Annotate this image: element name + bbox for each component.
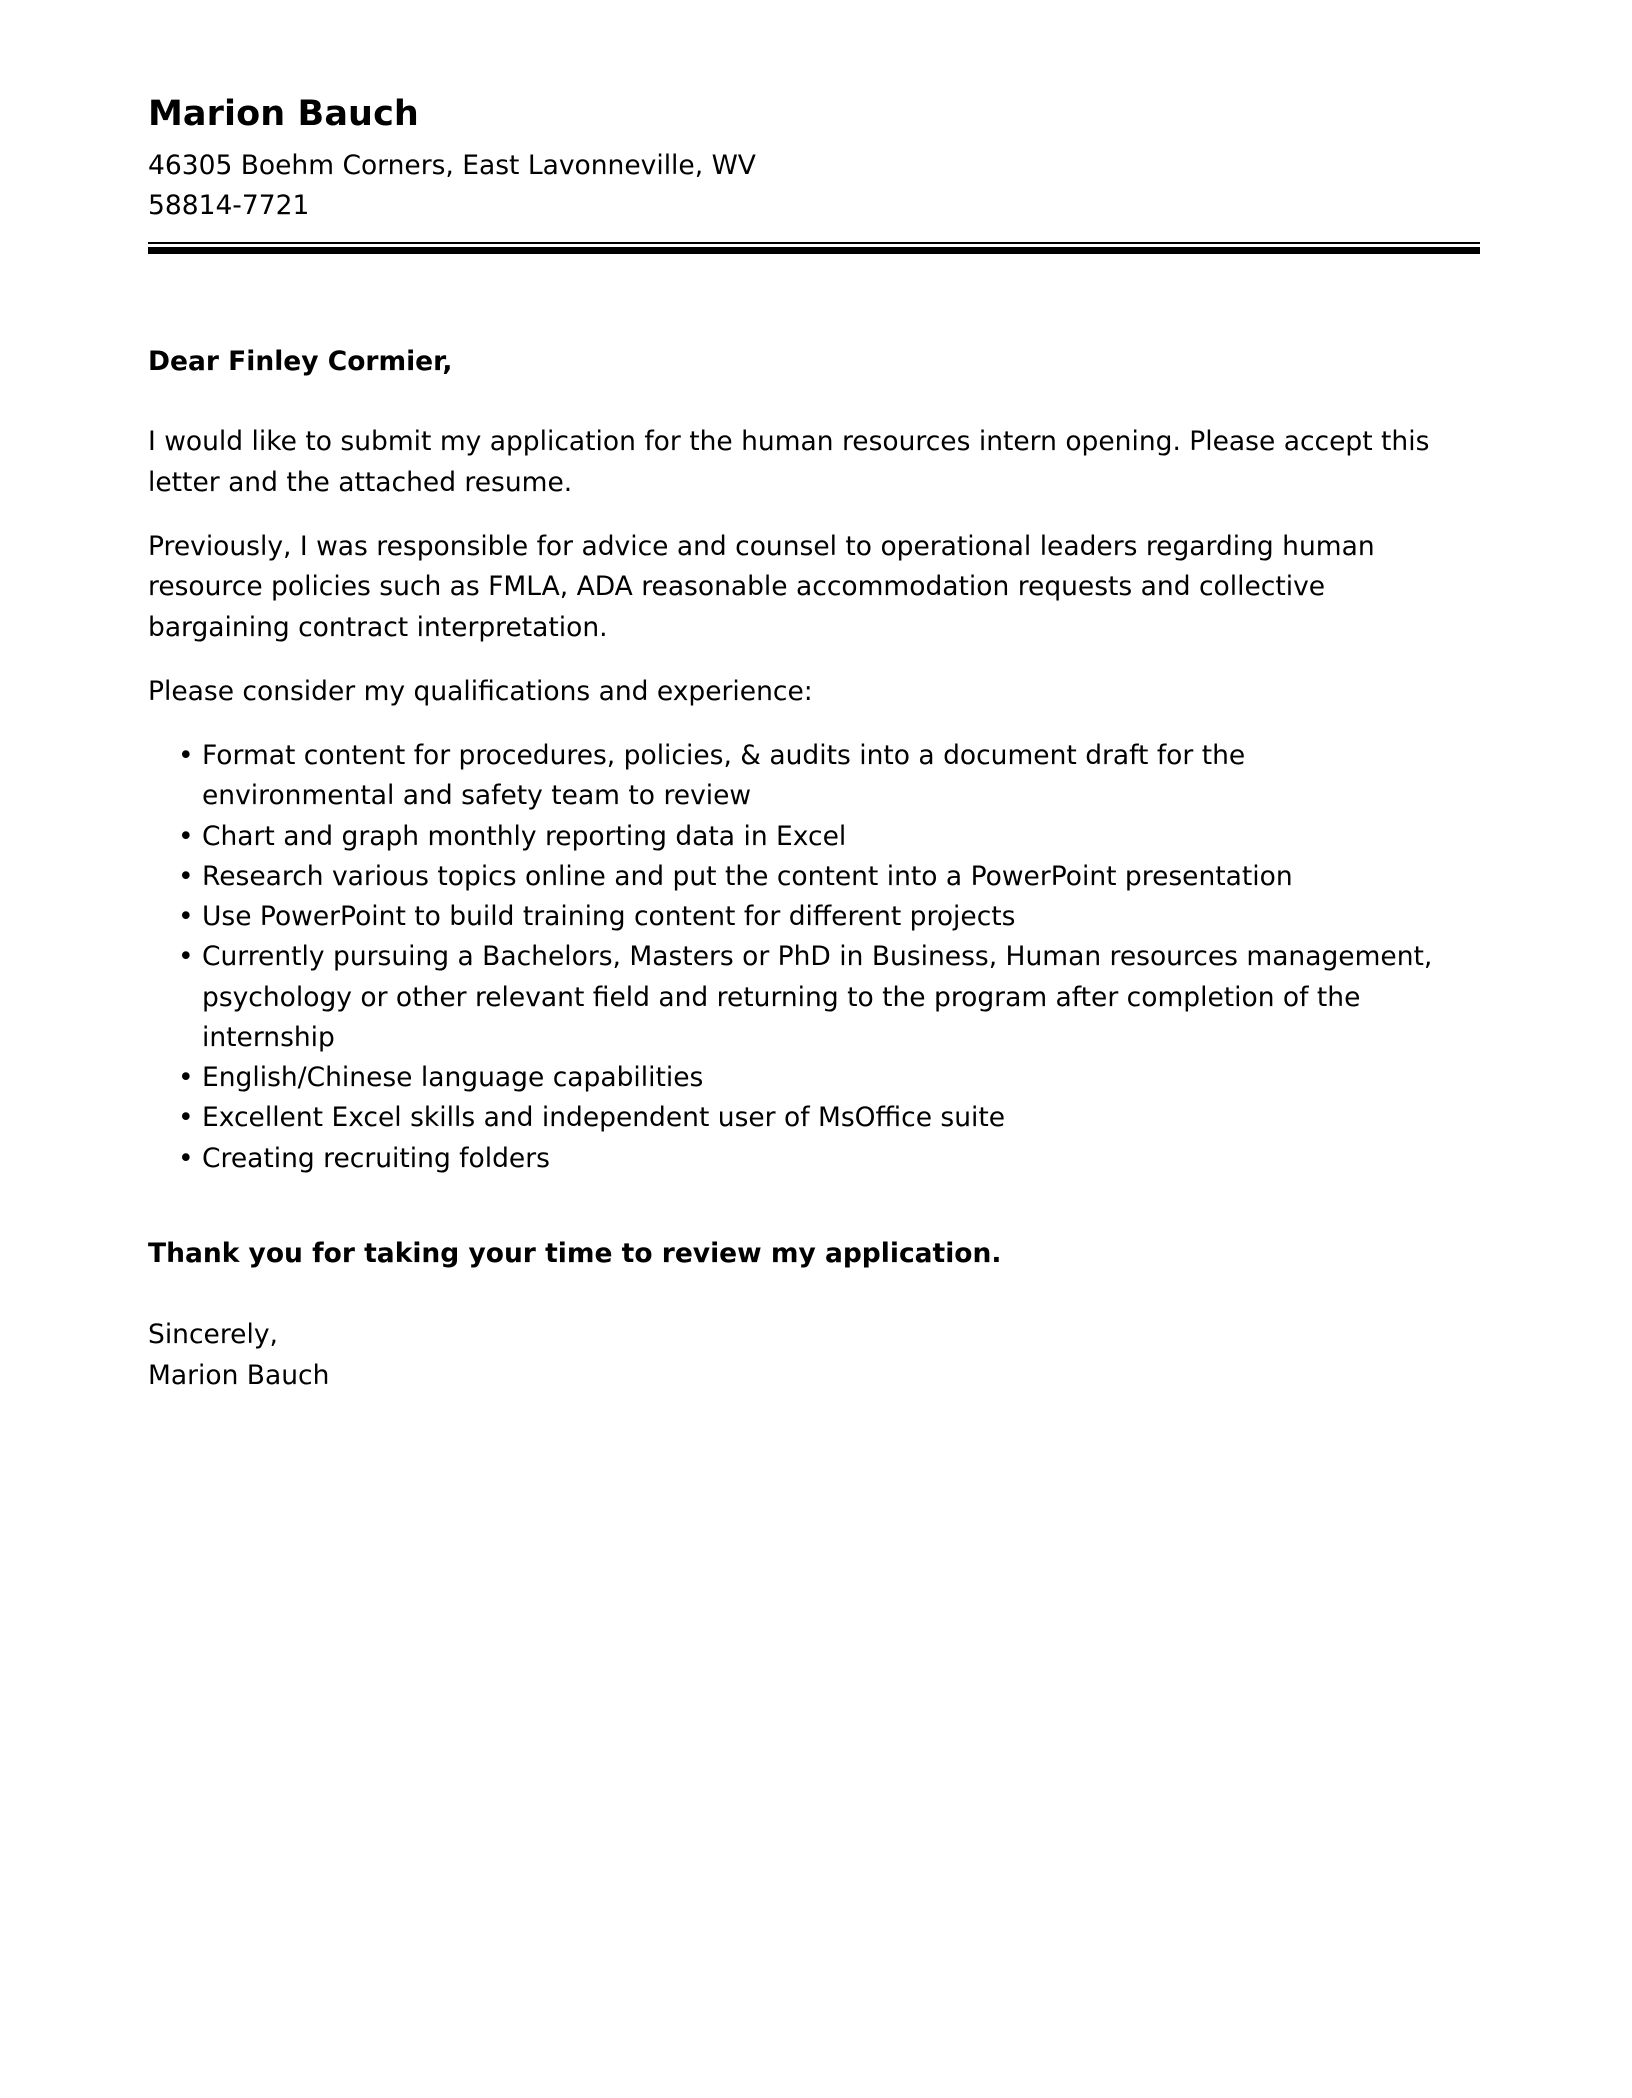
body-paragraph-intro: I would like to submit my application for the human resources intern opening. Please accept this letter and the attached resume. [148, 426, 1430, 498]
list-item [148, 1139, 1438, 1179]
bullet-icon: • [178, 860, 194, 892]
list-item [148, 897, 1438, 937]
letterhead [148, 0, 1482, 226]
bullet-icon: • [178, 820, 194, 852]
list-item [148, 937, 1438, 1058]
salutation: Dear Finley Cormier, [148, 346, 453, 378]
list-item-label: Use PowerPoint to build training content for different projects [202, 901, 1016, 933]
list-item [148, 1058, 1438, 1098]
list-item-label: Chart and graph monthly reporting data in Excel [202, 820, 847, 852]
header-divider [148, 242, 1480, 254]
list-item [148, 817, 1438, 857]
bullet-icon: • [178, 901, 194, 933]
letter-body [148, 343, 1482, 1396]
divider-thick-bar [148, 247, 1480, 254]
body-paragraph-experience: Previously, I was responsible for advice and counsel to operational leaders regarding human resource policies such as FMLA, ADA reasonable accommodation requests and collective bargaining contract interpretation. [148, 530, 1375, 643]
bullet-icon: • [178, 1142, 194, 1174]
bullet-icon: • [178, 1102, 194, 1134]
valediction: Sincerely, [148, 1319, 278, 1351]
list-item-label: English/Chinese language capabilities [202, 1062, 704, 1094]
bullet-icon: • [178, 941, 194, 973]
qualifications-list [148, 736, 1438, 1179]
signoff-block [148, 1315, 1482, 1396]
closing-thanks: Thank you for taking your time to review my application. [148, 1237, 1002, 1269]
sender-name: Marion Bauch [148, 94, 419, 134]
sender-address-line-2: 58814-7721 [148, 189, 310, 221]
bullet-icon: • [178, 1062, 194, 1094]
list-item [148, 1098, 1438, 1138]
list-item-label: Format content for procedures, policies, & audits into a document draft for the environmental and safety team to review [202, 740, 1246, 812]
bullet-icon: • [178, 740, 194, 772]
list-item-label: Research various topics online and put the content into a PowerPoint presentation [202, 860, 1293, 892]
list-item [148, 857, 1438, 897]
list-item-label: Creating recruiting folders [202, 1142, 550, 1174]
signature-name: Marion Bauch [148, 1359, 330, 1391]
list-item-label: Excellent Excel skills and independent user of MsOffice suite [202, 1102, 1006, 1134]
sender-address-line-1: 46305 Boehm Corners, East Lavonneville, WV [148, 149, 756, 181]
letter-content [148, 0, 1482, 1396]
list-item [148, 736, 1438, 817]
list-item-label: Currently pursuing a Bachelors, Masters or PhD in Business, Human resources management, psychology or other relevant field and returning to the program after completion of the internship [202, 941, 1433, 1053]
body-paragraph-list-lead-in: Please consider my qualifications and experience: [148, 675, 813, 707]
